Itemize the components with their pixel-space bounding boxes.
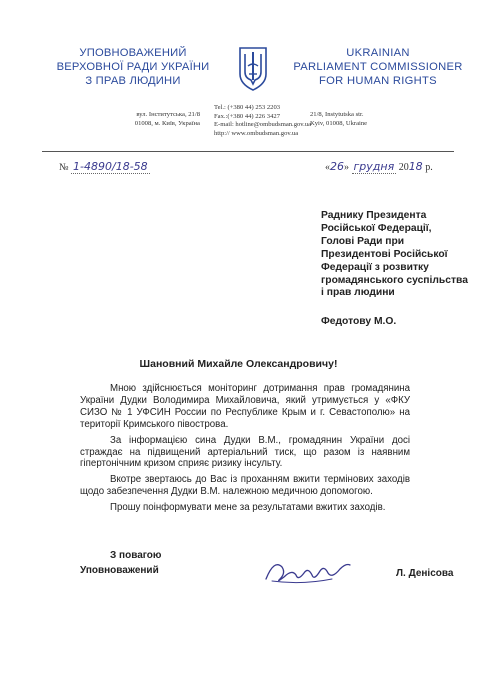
address-en-line-2: Kyiv, 01008, Ukraine bbox=[310, 119, 368, 127]
reference-number-prefix: № bbox=[59, 162, 69, 173]
org-name-en-line-1: UKRAINIAN bbox=[346, 47, 410, 59]
date-year-suffix: 18 bbox=[408, 160, 423, 173]
recipient-line-7: і прав людини bbox=[321, 287, 395, 299]
recipient-line-5: Федерації з розвитку bbox=[321, 261, 429, 273]
salutation: Шановний Михайле Олександровичу! bbox=[139, 358, 338, 370]
date-close-quote: » bbox=[344, 162, 349, 173]
letter-body bbox=[80, 383, 410, 518]
trident-emblem-icon bbox=[237, 44, 269, 92]
recipient-line-2: Російської Федерації, bbox=[321, 222, 432, 234]
body-paragraph-4: Прошу поінформувати мене за результатами вжитих заходів. bbox=[110, 502, 386, 514]
closing-title: Уповноважений bbox=[80, 564, 159, 576]
recipient-line-4: Президентові Російської bbox=[321, 248, 448, 260]
body-paragraph-1: Мною здійснюється моніторинг дотримання прав громадянина України Дудки Володимира Михайловича, який утримується у «ФКУ СИЗО № 1 УФСИН России по Республике Крым и г. Севастополю» на території Кримського півострова. bbox=[80, 383, 410, 430]
contact-details bbox=[214, 104, 311, 138]
body-paragraph-3: Вкотре звертаюсь до Вас із проханням вжити термінових заходів щодо забезпечення Дудки В.М. належною медичною допомогою. bbox=[80, 474, 410, 498]
reference-number-value: 1-4890/18-58 bbox=[73, 160, 148, 173]
recipient-block bbox=[321, 210, 468, 300]
body-paragraph-2: За інформацією сина Дудки В.М., громадянин України досі страждає на підвищений артеріальний тиск, що разом із наявним гіпертонічним кризом сприяє ризику інсульту. bbox=[80, 434, 410, 470]
org-name-english bbox=[288, 46, 468, 88]
address-ua-line-1: вул. Інститутська, 21/8 bbox=[136, 111, 200, 118]
org-name-en-line-2: PARLIAMENT COMMISSIONER bbox=[293, 61, 463, 73]
date-day: 26 bbox=[330, 160, 344, 173]
org-name-ua-line-2: ВЕРХОВНОЇ РАДИ УКРАЇНИ bbox=[56, 61, 210, 73]
closing-regards: З повагою bbox=[110, 550, 162, 561]
recipient-line-6: громадянського суспільства bbox=[321, 274, 468, 286]
org-name-ua-line-3: З ПРАВ ЛЮДИНИ bbox=[85, 75, 181, 87]
closing-block bbox=[80, 549, 161, 578]
fax-number: Fax.:(+380 44) 226 3427 bbox=[214, 112, 280, 120]
date-open-quote: « bbox=[325, 162, 330, 173]
address-english bbox=[310, 111, 367, 128]
date-month: грудня bbox=[353, 160, 395, 173]
date-year-prefix: 20 bbox=[398, 162, 409, 173]
org-name-ua-line-1: УПОВНОВАЖЕНИЙ bbox=[79, 47, 187, 59]
header-divider bbox=[42, 151, 454, 152]
recipient-line-3: Голові Ради при bbox=[321, 235, 405, 247]
letter-date bbox=[325, 160, 433, 173]
date-suffix: р. bbox=[425, 162, 433, 173]
org-name-ukrainian bbox=[48, 46, 218, 88]
recipient-line-1: Раднику Президента bbox=[321, 210, 427, 221]
handwritten-signature-icon bbox=[262, 553, 352, 587]
address-en-line-1: 21/8, Instytutska str. bbox=[310, 111, 364, 118]
org-name-en-line-3: FOR HUMAN RIGHTS bbox=[319, 75, 437, 87]
phone-number: Tel.: (+380 44) 253 2203 bbox=[214, 104, 281, 111]
signer-name: Л. Денісова bbox=[396, 568, 454, 579]
address-ukrainian bbox=[98, 111, 200, 128]
email-address: E-mail: hotline@ombudsman.gov.ua bbox=[214, 121, 312, 129]
address-ua-line-2: 01008, м. Київ, Україна bbox=[134, 119, 200, 127]
reference-number bbox=[59, 160, 150, 173]
website-url: http:// www.ombudsman.gov.ua bbox=[214, 129, 299, 137]
addressee-name: Федотову М.О. bbox=[321, 316, 397, 327]
